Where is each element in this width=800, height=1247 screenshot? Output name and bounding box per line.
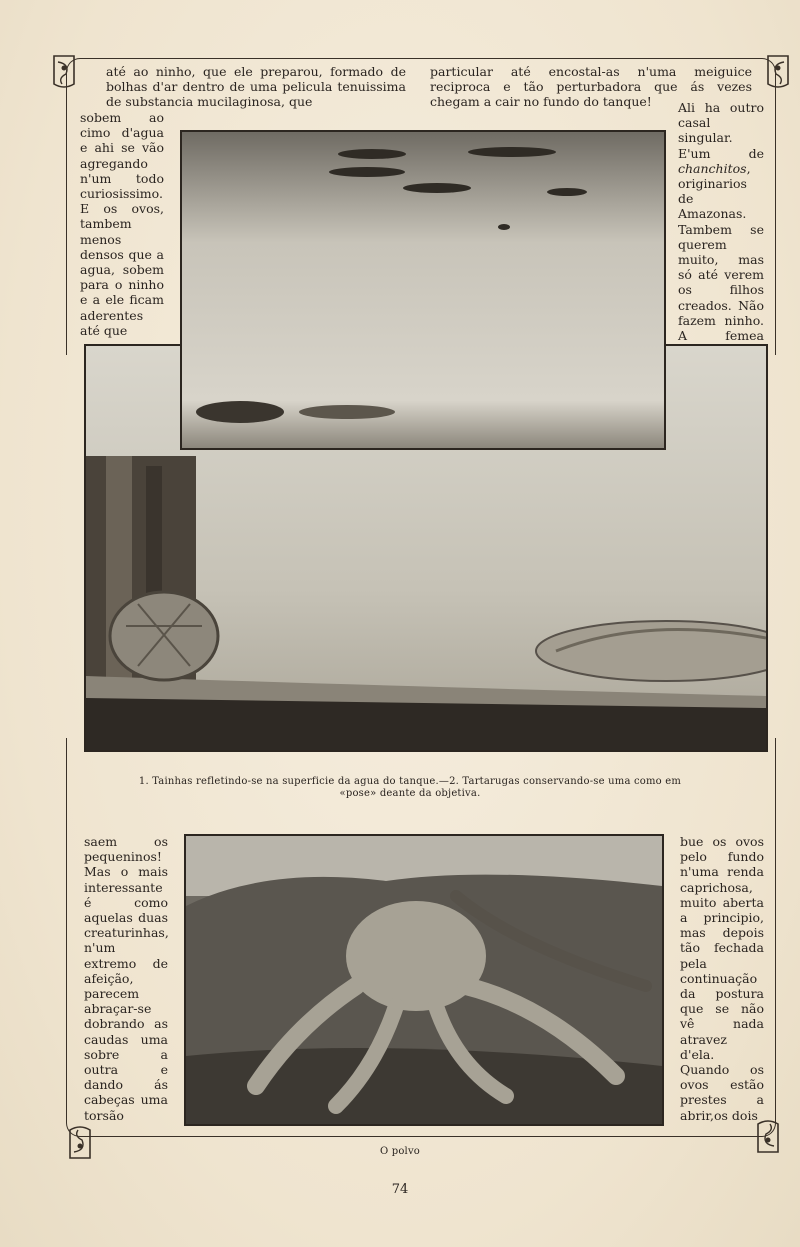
text-column-top-left: até ao ninho, que ele preparou, formado de bolhas d'ar dentro de uma pelicula tenuissima de substancia mucilaginosa, que bbox=[106, 64, 406, 110]
photo-mullets bbox=[180, 130, 666, 450]
corner-ornament-icon bbox=[50, 54, 78, 92]
corner-ornament-icon bbox=[66, 1122, 94, 1160]
text-column-narrow-left-top: sobem ao cimo d'agua e ahi se vão agregando n'um todo curiosissimo. E os ovos, tambem menos densos que a agua, sobem para o ninho e a ele ficam aderentes até que bbox=[80, 110, 164, 338]
corner-ornament-icon bbox=[764, 54, 792, 92]
text-column-top-right: particular até encostal-as n'uma meiguice reciproca e tão perturbadora que ás vezes chegam a cair no fundo do tanque! bbox=[430, 64, 752, 110]
page-number: 74 bbox=[391, 1182, 409, 1197]
figure-caption-1: 1. Tainhas refletindo-se na superficie da agua do tanque.—2. Tartarugas conservando-se uma como em «pose» deante da objetiva. bbox=[138, 776, 682, 799]
species-name: chanchitos bbox=[678, 160, 747, 176]
text-column-narrow-left-bottom: saem os pequeninos! Mas o mais interessante é como aquelas duas creaturinhas, n'um extremo de afeição, parecem abraçar-se dobrando as caudas uma sobre a outra e dando ás cabeças uma torsão bbox=[84, 834, 169, 1123]
text-column-narrow-right-top: Ali ha outro casal singular. E'um de chanchitos, originarios de Amazonas. Tambem se querem muito, mas só até verem os filhos creados. Não fazem ninho. A femea bbox=[678, 100, 764, 344]
text-column-narrow-right-bottom: bue os ovos pelo fundo n'uma renda caprichosa, muito aberta a principio, mas depois tão fechada pela continuação da postura que se não vê nada atravez d'ela. Quando os ovos estão prestes a abrir,os dois bbox=[680, 834, 764, 1123]
figure-caption-2: O polvo bbox=[379, 1146, 421, 1157]
photo-octopus bbox=[184, 834, 664, 1126]
